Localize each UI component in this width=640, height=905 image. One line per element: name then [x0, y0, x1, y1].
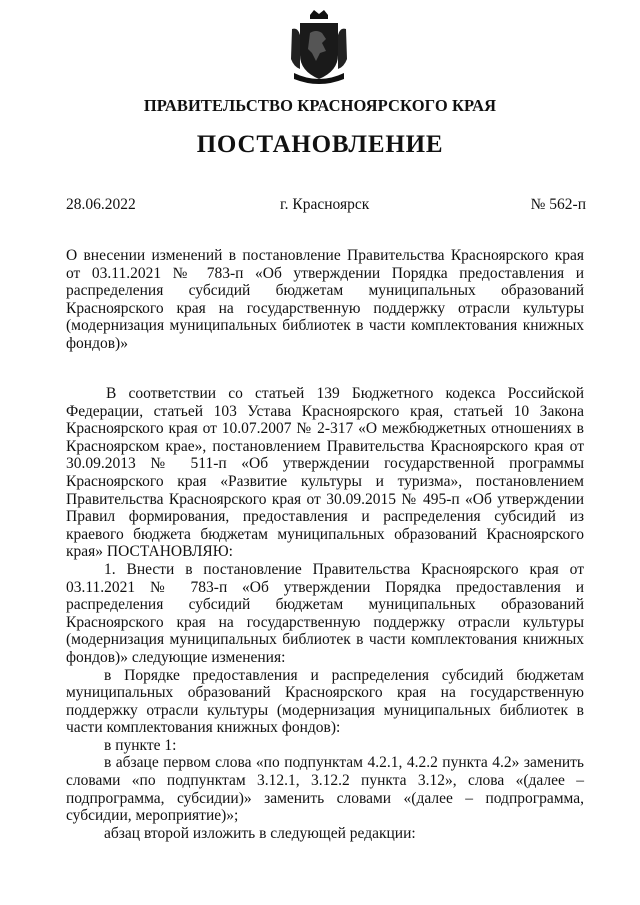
body-paragraph: в пункте 1:	[104, 736, 177, 754]
coat-of-arms-icon	[288, 9, 350, 85]
document-subject	[66, 247, 584, 353]
subject-paragraph: О внесении изменений в постановление Правительства Красноярского края от 03.11.2021 № 783-п «Об утверждении Порядка предоставления и распределения субсидий бюджетам муниципальных образований Красноярского края на государственную поддержку отрасли культуры (модернизация муниципальных библиотек в части комплектования книжных фондов)»	[66, 247, 584, 352]
preamble-paragraph: В соответствии со статьей 139 Бюджетного кодекса Российской Федерации, статьей 103 Устава Красноярского края, статьей 10 Закона Красноярского края от 10.07.2007 № 2-317 «О межбюджетных отношениях в Красноярском крае», постановлением Правительства Красноярского края от 30.09.2013 № 511-п «Об утверждении государственной программы Красноярского края «Развитие культуры и туризма», постановлением Правительства Красноярского края от 30.09.2015 № 495-п «Об утверждении Правил формирования, предоставления и распределения субсидий из краевого бюджета бюджетам муниципальных образований Красноярского края» ПОСТАНОВЛЯЮ:	[66, 385, 584, 561]
document-city: г. Красноярск	[280, 196, 370, 213]
government-name: ПРАВИТЕЛЬСТВО КРАСНОЯРСКОГО КРАЯ	[143, 96, 497, 115]
document-number: № 562-п	[530, 196, 586, 213]
document-body	[66, 385, 584, 842]
document-date: 28.06.2022	[66, 196, 136, 213]
body-paragraph: абзац второй изложить в следующей редакции:	[104, 824, 416, 842]
body-paragraph: 1. Внести в постановление Правительства Красноярского края от 03.11.2021 № 783-п «Об утверждении Порядка предоставления и распределения субсидий бюджетам муниципальных образований Красноярского края на государственную поддержку отрасли культуры (модернизация муниципальных библиотек в части комплектования книжных фондов)» следующие изменения:	[66, 560, 584, 666]
body-paragraph: в абзаце первом слова «по подпунктам 4.2.1, 4.2.2 пункта 4.2» заменить словами «по подпунктам 3.12.1, 3.12.2 пункта 3.12», слова «(далее – подпрограмма, субсидии)» заменить словами «(далее – подпрограмма, субсидии, мероприятие)»;	[66, 754, 584, 825]
body-paragraph: в Порядке предоставления и распределения субсидий бюджетам муниципальных образований Красноярского края на государственную поддержку отрасли культуры (модернизация муниципальных библиотек в части комплектования книжных фондов):	[66, 666, 584, 737]
document-title: ПОСТАНОВЛЕНИЕ	[196, 131, 444, 158]
